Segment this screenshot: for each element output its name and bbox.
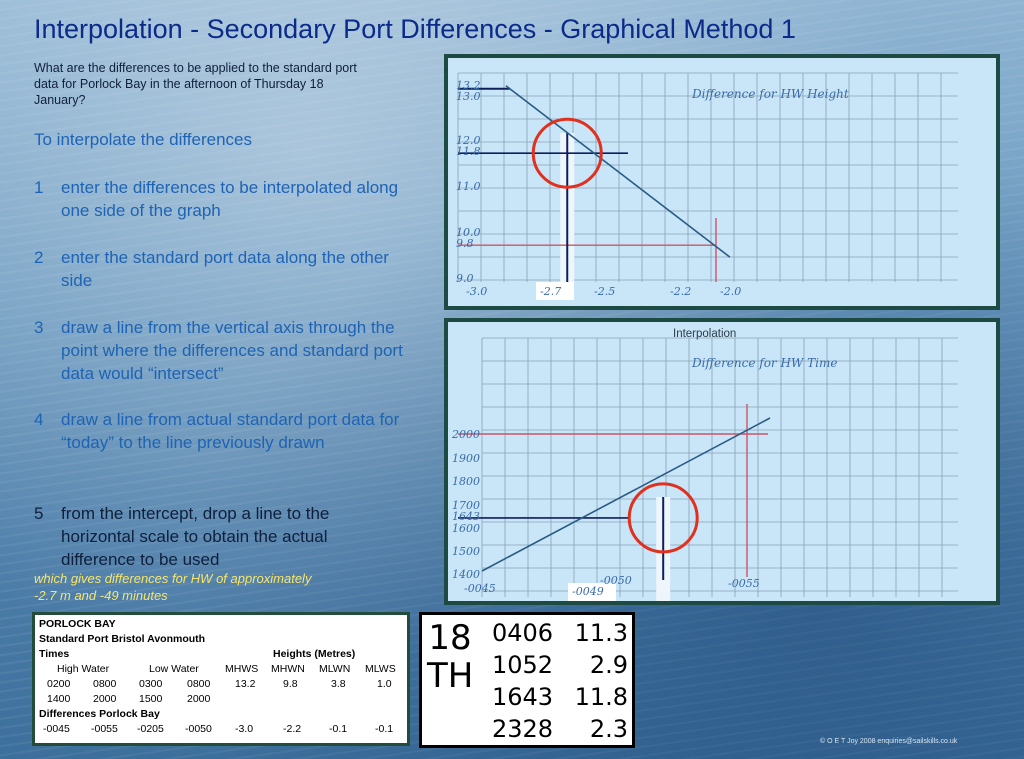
header-cell: MLWN	[319, 663, 351, 675]
y-tick-label: 1600	[452, 522, 480, 535]
x-tick-label: -0045	[464, 582, 496, 595]
standard-port: Standard Port Bristol Avonmouth	[39, 633, 206, 645]
header-cell: MHWS	[225, 663, 259, 675]
table-cell: -0205	[137, 723, 164, 735]
tide-day	[427, 619, 473, 695]
table-cell: 1500	[139, 693, 163, 705]
table-cell: -0050	[185, 723, 212, 735]
x-tick-label: -3.0	[466, 285, 488, 298]
y-tick-label: 9.8	[456, 237, 474, 250]
tide-time: 1052	[492, 651, 554, 679]
graph-title: Difference for HW Height	[692, 87, 849, 101]
table-cell: 0800	[187, 678, 211, 690]
table-cell: 2000	[187, 693, 211, 705]
tide-row	[492, 619, 632, 649]
step-text: draw a line from actual standard port data for “today” to the line previously drawn	[61, 410, 400, 452]
table-row	[39, 678, 403, 693]
header-cell: High Water	[57, 663, 110, 675]
step-number: 5	[34, 504, 44, 523]
table-row	[39, 723, 403, 738]
tide-height: 2.9	[589, 651, 628, 679]
x-tick-label: -0055	[728, 577, 760, 590]
copyright: © O E T Joy 2008 enquiries@sailskills.co.uk	[820, 738, 958, 745]
table-cell: 1400	[47, 693, 71, 705]
tide-time: 0406	[492, 619, 554, 647]
result-text	[34, 570, 311, 604]
header-cell: MHWN	[271, 663, 305, 675]
table-cell: 2000	[93, 693, 117, 705]
tide-height: 2.3	[589, 715, 628, 743]
x-tick-label: -0050	[600, 574, 632, 587]
time-graph-panel	[444, 318, 1000, 605]
y-tick-label: 12.0	[456, 134, 481, 147]
table-cell: 0200	[47, 678, 71, 690]
step-3	[34, 316, 406, 385]
x-tick-label: -2.2	[670, 285, 692, 298]
step-number: 2	[34, 248, 44, 267]
step-number: 4	[34, 410, 44, 429]
differences-label: Differences Porlock Bay	[39, 708, 160, 720]
y-tick-label: 13.0	[456, 90, 481, 103]
time-graph	[448, 322, 996, 601]
x-tick-label: -0049	[572, 585, 604, 598]
y-tick-label: 2000	[452, 428, 480, 441]
y-tick-label: 1500	[452, 545, 480, 558]
times-label: Times	[39, 648, 70, 660]
step-5	[34, 502, 406, 571]
table-cell: 1.0	[377, 678, 392, 690]
result-line-2: -2.7 m and -49 minutes	[34, 588, 168, 603]
lead-text: To interpolate the differences	[34, 130, 252, 149]
table-row	[39, 693, 403, 708]
y-tick-label: 11.8	[456, 145, 481, 158]
table-cell: -2.2	[283, 723, 302, 735]
result-line-1: which gives differences for HW of approximately	[34, 571, 312, 586]
y-tick-label: 1800	[452, 475, 480, 488]
table-cell: -0.1	[375, 723, 394, 735]
step-1	[34, 176, 406, 222]
page-title: Interpolation - Secondary Port Differences - Graphical Method 1	[34, 14, 796, 44]
place-name: PORLOCK BAY	[39, 618, 116, 630]
table-cell: -3.0	[235, 723, 254, 735]
tide-row	[492, 651, 632, 681]
y-tick-label: 13.2	[456, 79, 481, 92]
step-2	[34, 246, 406, 292]
tide-height: 11.8	[574, 683, 628, 711]
tidal-differences-table	[32, 612, 410, 746]
header-cell: Low Water	[149, 663, 199, 675]
tide-height: 11.3	[574, 619, 628, 647]
table-cell: 13.2	[235, 678, 256, 690]
question-text: What are the differences to be applied to the standard port data for Porlock Bay in the afternoon of Thursday 18 January?	[34, 61, 357, 107]
y-tick-label: 10.0	[456, 226, 481, 239]
step-4	[34, 408, 406, 454]
day-number: 18	[428, 618, 472, 658]
step-text: draw a line from the vertical axis through the point where the differences and standard port data would “intersect”	[61, 318, 403, 383]
y-tick-label: 1700	[452, 499, 480, 512]
graph-title: Difference for HW Time	[692, 356, 838, 370]
height-graph	[448, 58, 996, 306]
tide-row	[492, 715, 632, 745]
day-name: TH	[427, 656, 474, 696]
x-tick-label: -2.7	[540, 285, 562, 298]
step-number: 1	[34, 178, 44, 197]
step-text: enter the differences to be interpolated along one side of the graph	[61, 178, 399, 220]
heights-label: Heights (Metres)	[273, 648, 356, 660]
step-number: 3	[34, 318, 44, 337]
table-cell: -0.1	[329, 723, 348, 735]
table-cell: -0045	[43, 723, 70, 735]
header-cell: MLWS	[365, 663, 396, 675]
table-cell: 0300	[139, 678, 163, 690]
step-text: from the intercept, drop a line to the horizontal scale to obtain the actual difference to be used	[61, 504, 330, 569]
table-cell: 0800	[93, 678, 117, 690]
y-tick-label: 1643	[452, 510, 480, 523]
tide-times-card	[419, 612, 635, 748]
height-graph-panel	[444, 54, 1000, 310]
x-tick-label: -2.0	[720, 285, 742, 298]
y-tick-label: 1900	[452, 452, 480, 465]
y-tick-label: 9.0	[456, 272, 474, 285]
table-cell: 9.8	[283, 678, 298, 690]
y-tick-label: 1400	[452, 568, 480, 581]
table-cell: 3.8	[331, 678, 346, 690]
table-header-row	[39, 663, 403, 678]
tide-time: 1643	[492, 683, 554, 711]
y-tick-label: 11.0	[456, 180, 481, 193]
panel-label: Interpolation	[673, 328, 737, 340]
interpolation-line	[482, 418, 770, 571]
x-tick-label: -2.5	[594, 285, 616, 298]
tide-row	[492, 683, 632, 713]
tide-time: 2328	[492, 715, 554, 743]
step-text: enter the standard port data along the other side	[61, 248, 389, 290]
table-cell: -0055	[91, 723, 118, 735]
